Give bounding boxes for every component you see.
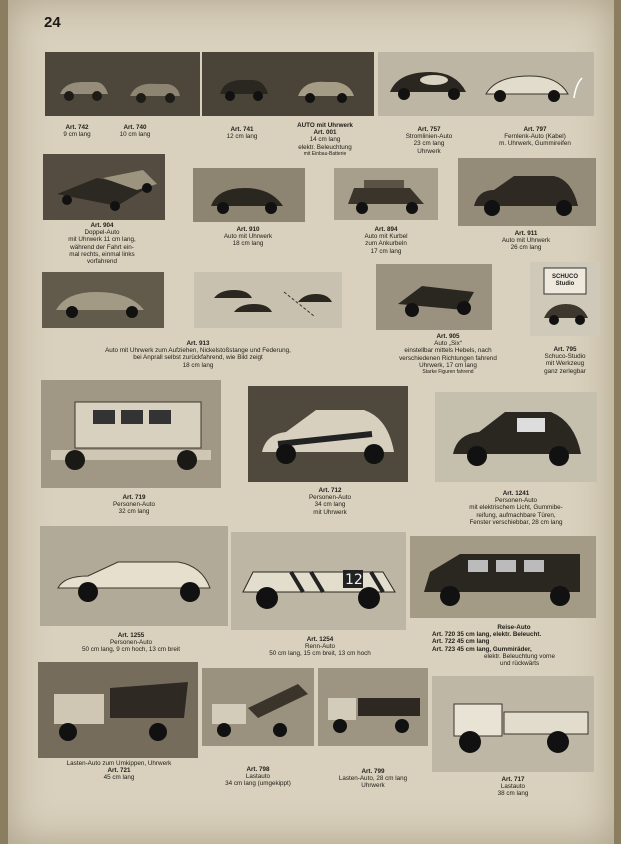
art-number: Art. 719 bbox=[122, 494, 146, 501]
description-line: vorfahrend bbox=[86, 258, 118, 266]
note-text: mit Uhrwerk bbox=[313, 508, 347, 516]
photo-race-car-1254 bbox=[231, 532, 406, 630]
photo-car-894 bbox=[334, 168, 438, 220]
description-line: Art. 722 45 cm lang bbox=[432, 638, 490, 646]
toy-car-illustration bbox=[42, 272, 164, 328]
description-line: Personen-Auto bbox=[494, 497, 537, 505]
size-text: 32 cm lang bbox=[118, 508, 150, 516]
art-number: Art. 799 bbox=[361, 768, 385, 775]
item-name: Personen-Auto bbox=[308, 494, 351, 502]
toy-car-illustration bbox=[432, 676, 594, 772]
size-text: 26 cm lang bbox=[510, 244, 542, 252]
photo-truck-799 bbox=[318, 668, 428, 746]
art-number: Art. 904 bbox=[90, 222, 114, 229]
art-number: Art. 894 bbox=[374, 226, 398, 233]
item-name: Lasten-Auto, 28 cm lang bbox=[338, 775, 408, 783]
note-text: Uhrwerk bbox=[361, 782, 385, 790]
caption-797 bbox=[480, 126, 590, 148]
description-line: während der Fahrt ein- bbox=[70, 243, 134, 251]
toy-car-illustration bbox=[378, 52, 594, 116]
description-line: Auto „Six“ bbox=[434, 340, 462, 348]
description-line: Schuco-Studio bbox=[544, 353, 586, 361]
art-number: Art. 717 bbox=[501, 776, 525, 783]
caption-717 bbox=[478, 776, 548, 798]
description-line: Art. 723 45 cm lang, Gummiräder, bbox=[432, 645, 532, 653]
caption-910 bbox=[208, 226, 288, 248]
description-line: mit Werkzeug bbox=[545, 360, 585, 368]
caption-1241 bbox=[456, 490, 576, 526]
size-text: 38 cm lang bbox=[497, 790, 529, 798]
photo-car-913-a bbox=[42, 272, 164, 328]
item-name: Auto mit Uhrwerk bbox=[223, 233, 273, 241]
photo-car-719 bbox=[41, 380, 221, 488]
description-line: Auto mit Uhrwerk zum Aufziehen, Nickelstoßstange und Federung, bbox=[105, 347, 291, 355]
caption-799 bbox=[320, 768, 426, 790]
photo-truck-721 bbox=[38, 662, 198, 758]
photo-cars-757-797 bbox=[378, 52, 594, 116]
toy-car-illustration bbox=[202, 668, 314, 746]
photo-car-910 bbox=[193, 168, 305, 222]
toy-car-illustration bbox=[248, 386, 408, 482]
toy-car-illustration bbox=[231, 532, 406, 630]
note-text: m. Uhrwerk, Gummireifen bbox=[499, 140, 571, 148]
art-number: Art. 741 bbox=[230, 126, 254, 133]
art-number: Art. 910 bbox=[236, 226, 260, 233]
size-text: 34 cm lang (umgekippt) bbox=[225, 780, 291, 788]
caption-905 bbox=[388, 333, 508, 376]
size-text: 10 cm lang bbox=[119, 131, 151, 139]
caption-757 bbox=[394, 126, 464, 155]
description-line: Lasten-Auto zum Umkippen, Uhrwerk bbox=[66, 760, 172, 767]
caption-725 bbox=[432, 624, 596, 667]
photo-car-725 bbox=[410, 536, 596, 618]
photo-car-1255 bbox=[40, 526, 228, 626]
toy-car-illustration bbox=[41, 380, 221, 488]
item-name: Lastauto bbox=[500, 783, 526, 791]
description-line: bei Anprall selbst zurückfahrend, wie Bild zeigt bbox=[133, 354, 263, 362]
size-text: 14 cm lang bbox=[309, 136, 341, 144]
photo-car-712 bbox=[248, 386, 408, 482]
description-line: verschiedenen Richtungen fahrend bbox=[399, 354, 497, 362]
item-name: Doppel-Auto bbox=[84, 229, 120, 237]
caption-1255 bbox=[56, 632, 206, 654]
item-name: Personen-Auto bbox=[112, 501, 155, 509]
toy-car-illustration bbox=[194, 272, 342, 328]
toy-car-illustration bbox=[43, 154, 165, 220]
photo-double-car-904 bbox=[43, 154, 165, 220]
caption-title: AUTO mit Uhrwerk bbox=[297, 122, 353, 129]
art-number: Art. 795 bbox=[553, 346, 577, 353]
art-number: Art. 905 bbox=[436, 333, 460, 340]
toy-car-illustration bbox=[40, 526, 228, 626]
photo-truck-717 bbox=[432, 676, 594, 772]
description-line: mit Uhrwerk 11 cm lang, bbox=[68, 236, 136, 244]
note-text: mit Einbau-Batterie bbox=[303, 150, 347, 157]
item-name: Stromlinien-Auto bbox=[405, 133, 453, 141]
art-number: Art. 721 bbox=[107, 767, 131, 775]
description-line: Art. 720 35 cm lang, elektr. Beleucht. bbox=[432, 631, 542, 639]
caption-894 bbox=[346, 226, 426, 255]
description-line: mal rechts, einmal links bbox=[69, 250, 135, 258]
catalog-page bbox=[8, 0, 614, 844]
caption-719 bbox=[94, 494, 174, 516]
caption-001 bbox=[284, 122, 366, 158]
size-text: 50 cm lang, 9 cm hoch, 13 cm breit bbox=[82, 646, 180, 654]
photo-car-905 bbox=[376, 264, 492, 330]
item-name: Personen-Auto bbox=[109, 639, 152, 647]
caption-1254 bbox=[240, 636, 400, 658]
caption-911 bbox=[486, 230, 566, 252]
toy-car-illustration bbox=[458, 158, 596, 226]
item-name: Lastauto bbox=[245, 773, 271, 781]
item-name: Auto mit Uhrwerk bbox=[501, 237, 551, 245]
art-number: Art. 001 bbox=[313, 129, 337, 137]
item-name: Renn-Auto bbox=[304, 643, 336, 651]
caption-741 bbox=[216, 126, 268, 140]
toy-car-illustration bbox=[38, 662, 198, 758]
art-number: Art. 712 bbox=[318, 487, 342, 494]
photo-car-913-b bbox=[194, 272, 342, 328]
toy-car-illustration bbox=[318, 668, 428, 746]
photo-car-1241 bbox=[435, 392, 597, 482]
caption-904 bbox=[42, 222, 162, 265]
photo-truck-798 bbox=[202, 668, 314, 746]
page-number: 24 bbox=[44, 14, 61, 31]
toy-car-illustration bbox=[202, 52, 374, 116]
art-number: Art. 797 bbox=[523, 126, 547, 133]
caption-title: Reise-Auto bbox=[497, 624, 531, 631]
description-line: reifung, aufmachbare Türen, bbox=[476, 511, 556, 519]
art-number: Art. 740 bbox=[123, 124, 147, 131]
toy-car-illustration bbox=[45, 52, 200, 116]
description-line: Uhrwerk, 17 cm lang bbox=[419, 361, 477, 369]
note-text: elektr. Beleuchtung bbox=[298, 143, 352, 151]
photo-car-911 bbox=[458, 158, 596, 226]
art-number: Art. 798 bbox=[246, 766, 270, 773]
photo-cars-740-742 bbox=[45, 52, 200, 116]
caption-795 bbox=[532, 346, 598, 375]
description-line: einstellbar mittels Hebels, nach bbox=[404, 347, 492, 355]
size-text: 18 cm lang bbox=[232, 240, 264, 248]
size-text: 17 cm lang bbox=[370, 247, 402, 255]
toy-car-illustration bbox=[435, 392, 597, 482]
note-text: zum Ankurbeln bbox=[365, 240, 407, 248]
box-label: SCHUCO Studio bbox=[551, 274, 578, 287]
item-name: Auto mit Kurbel bbox=[364, 233, 408, 241]
photo-cars-741-001 bbox=[202, 52, 374, 116]
size-text: 12 cm lang bbox=[226, 133, 258, 141]
art-number: Art. 1254 bbox=[306, 636, 334, 643]
photo-studio-795 bbox=[530, 262, 600, 336]
svg-text:12: 12 bbox=[345, 572, 363, 588]
toy-car-illustration bbox=[410, 536, 596, 618]
art-number: Art. 911 bbox=[514, 230, 538, 237]
caption-712 bbox=[290, 487, 370, 516]
art-number: Art. 913 bbox=[186, 340, 210, 347]
size-text: 34 cm lang bbox=[314, 501, 346, 509]
toy-car-illustration bbox=[376, 264, 492, 330]
description-line: und rückwärts bbox=[500, 660, 540, 668]
size-text: 23 cm lang bbox=[413, 140, 445, 148]
art-number: Art. 1255 bbox=[117, 632, 145, 639]
caption-721 bbox=[38, 760, 200, 782]
description-line: ganz zerlegbar bbox=[544, 367, 586, 375]
description-line: 18 cm lang bbox=[182, 361, 214, 369]
toy-car-illustration bbox=[334, 168, 438, 220]
size-text: 45 cm lang bbox=[103, 774, 135, 782]
art-number: Art. 742 bbox=[65, 124, 89, 131]
description-line: Starke Figuren fahrend bbox=[422, 369, 474, 376]
note-text: Uhrwerk bbox=[417, 147, 441, 155]
caption-913 bbox=[68, 340, 328, 369]
description-line: Fenster verschiebbar, 28 cm lang bbox=[469, 518, 563, 526]
size-text: 50 cm lang, 15 cm breit, 13 cm hoch bbox=[269, 650, 371, 658]
description-line: mit elektrischem Licht, Gummibe- bbox=[469, 504, 563, 512]
toy-car-illustration bbox=[193, 168, 305, 222]
art-number: Art. 757 bbox=[417, 126, 441, 133]
caption-798 bbox=[206, 766, 310, 788]
item-name: Fernlenk-Auto (Kabel) bbox=[504, 133, 566, 141]
art-number: Art. 1241 bbox=[502, 490, 530, 497]
description-line: elektr. Beleuchtung vorne bbox=[484, 652, 556, 660]
size-text: 9 cm lang bbox=[63, 131, 91, 139]
